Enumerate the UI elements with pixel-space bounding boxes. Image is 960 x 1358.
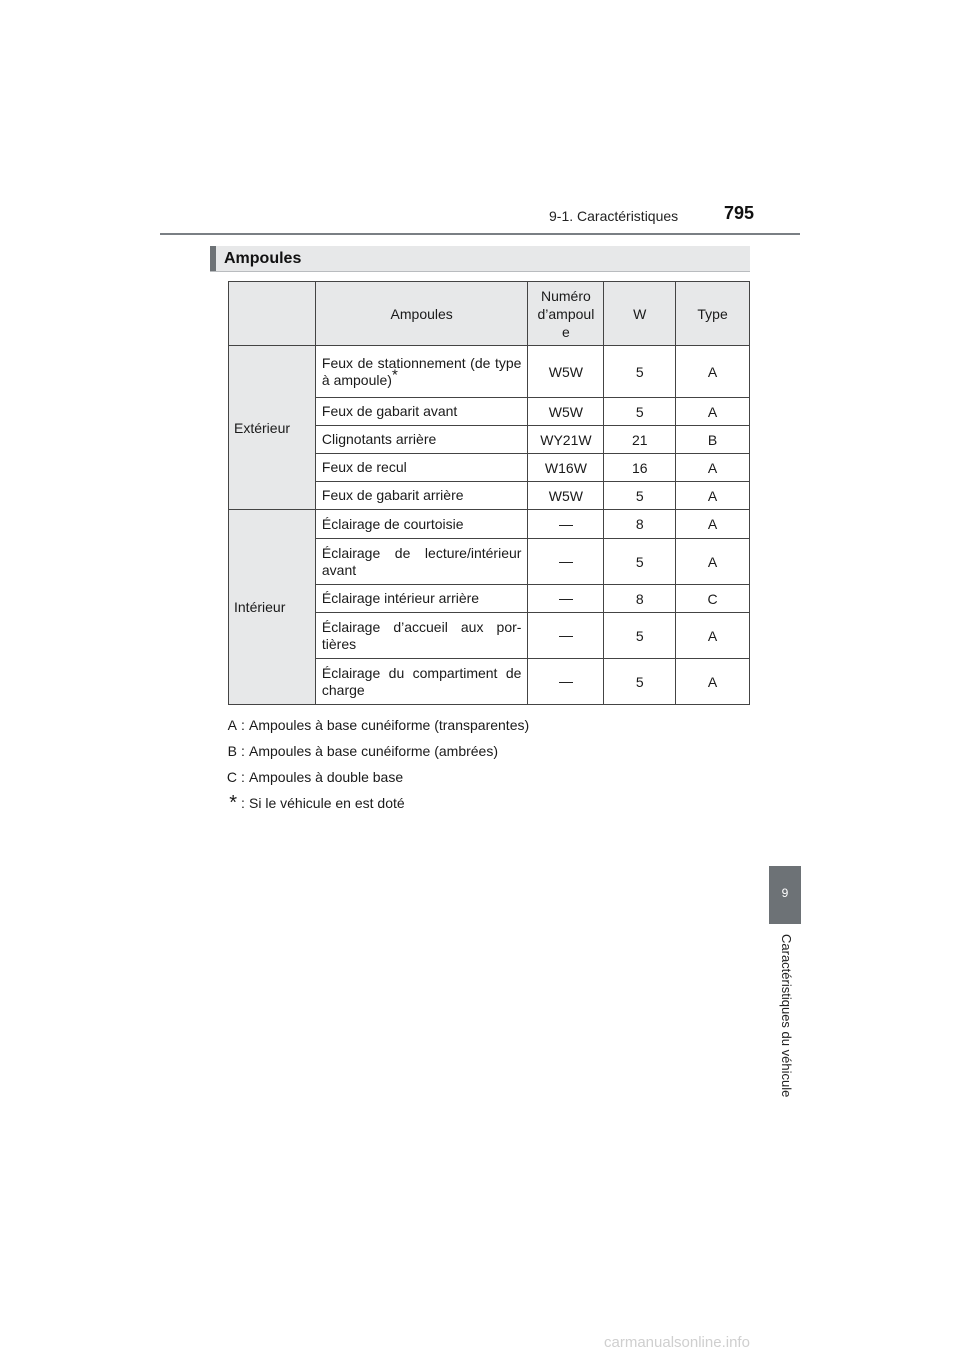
watt-cell: 5: [604, 659, 676, 705]
bulb-number-cell: W5W: [528, 398, 604, 426]
bulb-name: Feux de stationnement (de type à ampoule): [321, 354, 522, 388]
dash-icon: [559, 682, 573, 683]
watt-cell: 5: [604, 482, 676, 510]
watt-cell: 8: [604, 585, 676, 613]
note-text: Si le véhicule en est doté: [249, 795, 405, 811]
bulb-name-cell: [315, 659, 528, 705]
type-cell: A: [676, 539, 750, 585]
column-header-group: [229, 282, 316, 346]
note-separator: :: [241, 743, 245, 759]
chapter-tab-number: 9: [781, 886, 789, 900]
dash-icon: [559, 525, 573, 526]
chapter-tab[interactable]: [769, 866, 801, 924]
column-header-watt: W: [604, 282, 676, 346]
note-text: Ampoules à base cunéiforme (transparentes): [249, 717, 530, 733]
bulb-name: Éclairage de courtoisie: [321, 515, 464, 532]
bulb-name: Feux de gabarit avant: [321, 403, 458, 419]
table-body: [229, 346, 750, 705]
note-key: C: [226, 769, 237, 785]
bulb-number-cell: W16W: [528, 454, 604, 482]
bulb-name-cell: [315, 426, 528, 454]
dash-icon: [559, 562, 573, 563]
group-label-cell: Intérieur: [229, 510, 316, 705]
note-separator: :: [241, 717, 245, 733]
note-text: Ampoules à base cunéiforme (ambrées): [249, 743, 499, 759]
bulb-name-cell: [315, 510, 528, 539]
table-row: [229, 346, 750, 398]
section-heading-bar: [210, 246, 750, 272]
note-key: B: [227, 743, 237, 759]
bulb-number-cell: W5W: [528, 346, 604, 398]
dash-icon: [559, 599, 573, 600]
note-text: Ampoules à double base: [249, 769, 404, 785]
bulb-name-cell: [315, 585, 528, 613]
note-separator: :: [241, 795, 245, 811]
bulb-number-cell: [528, 585, 604, 613]
column-header-bulb-number-text: Numéro d’ampoule: [537, 287, 595, 340]
table-header-row: [229, 282, 750, 346]
note-c: [215, 764, 529, 790]
type-cell: B: [676, 426, 750, 454]
bulb-name: Éclairage de lecture/intérieur avant: [321, 544, 522, 578]
watt-cell: 8: [604, 510, 676, 539]
note-a: [215, 712, 529, 738]
watt-cell: 16: [604, 454, 676, 482]
bulb-name: Éclairage intérieur arrière: [321, 590, 480, 606]
watt-cell: 21: [604, 426, 676, 454]
type-cell: A: [676, 510, 750, 539]
watt-cell: 5: [604, 346, 676, 398]
note-asterisk: [215, 790, 529, 816]
watt-cell: 5: [604, 613, 676, 659]
bulb-name-cell: [315, 346, 528, 398]
bulb-number-cell: [528, 613, 604, 659]
type-cell: A: [676, 398, 750, 426]
watt-cell: 5: [604, 398, 676, 426]
bulb-number-cell: [528, 539, 604, 585]
bulb-name-cell: [315, 539, 528, 585]
bulb-specification-table: [228, 281, 750, 705]
header-rule: [160, 233, 800, 235]
asterisk-icon: *: [229, 792, 237, 814]
watermark: carmanualsonline.info: [604, 1334, 750, 1351]
bulb-name-cell: [315, 613, 528, 659]
asterisk-icon: *: [391, 365, 398, 383]
type-cell: A: [676, 482, 750, 510]
type-cell: C: [676, 585, 750, 613]
legend-notes: [215, 712, 529, 816]
watt-cell: 5: [604, 539, 676, 585]
type-cell: A: [676, 659, 750, 705]
bulb-number-cell: WY21W: [528, 426, 604, 454]
bulb-number-cell: W5W: [528, 482, 604, 510]
note-separator: :: [241, 769, 245, 785]
note-b: [215, 738, 529, 764]
bulb-name-cell: [315, 398, 528, 426]
running-header-section: 9-1. Caractéristiques: [549, 208, 679, 224]
bulb-name: Éclairage du compartiment de charge: [321, 664, 522, 698]
bulb-number-cell: [528, 510, 604, 539]
bulb-name: Éclairage d’accueil aux por- tières: [321, 618, 522, 652]
bulb-name: Feux de recul: [321, 459, 407, 475]
bulb-number-cell: [528, 659, 604, 705]
column-header-bulb-number: [528, 282, 604, 346]
section-title: Ampoules: [224, 250, 302, 267]
type-cell: A: [676, 613, 750, 659]
bulb-name: Clignotants arrière: [321, 431, 437, 447]
column-header-type: Type: [676, 282, 750, 346]
note-key: A: [227, 717, 237, 733]
type-cell: A: [676, 346, 750, 398]
type-cell: A: [676, 454, 750, 482]
chapter-title-vertical: Caractéristiques du véhicule: [779, 934, 794, 1098]
section-heading-accent: [210, 246, 216, 271]
page-number: 795: [724, 203, 755, 223]
group-label-cell: Extérieur: [229, 346, 316, 510]
bulb-name: Feux de gabarit arrière: [321, 487, 464, 503]
column-header-bulbs: Ampoules: [315, 282, 528, 346]
bulb-name-cell: [315, 454, 528, 482]
table-row: [229, 510, 750, 539]
dash-icon: [559, 636, 573, 637]
bulb-name-cell: [315, 482, 528, 510]
